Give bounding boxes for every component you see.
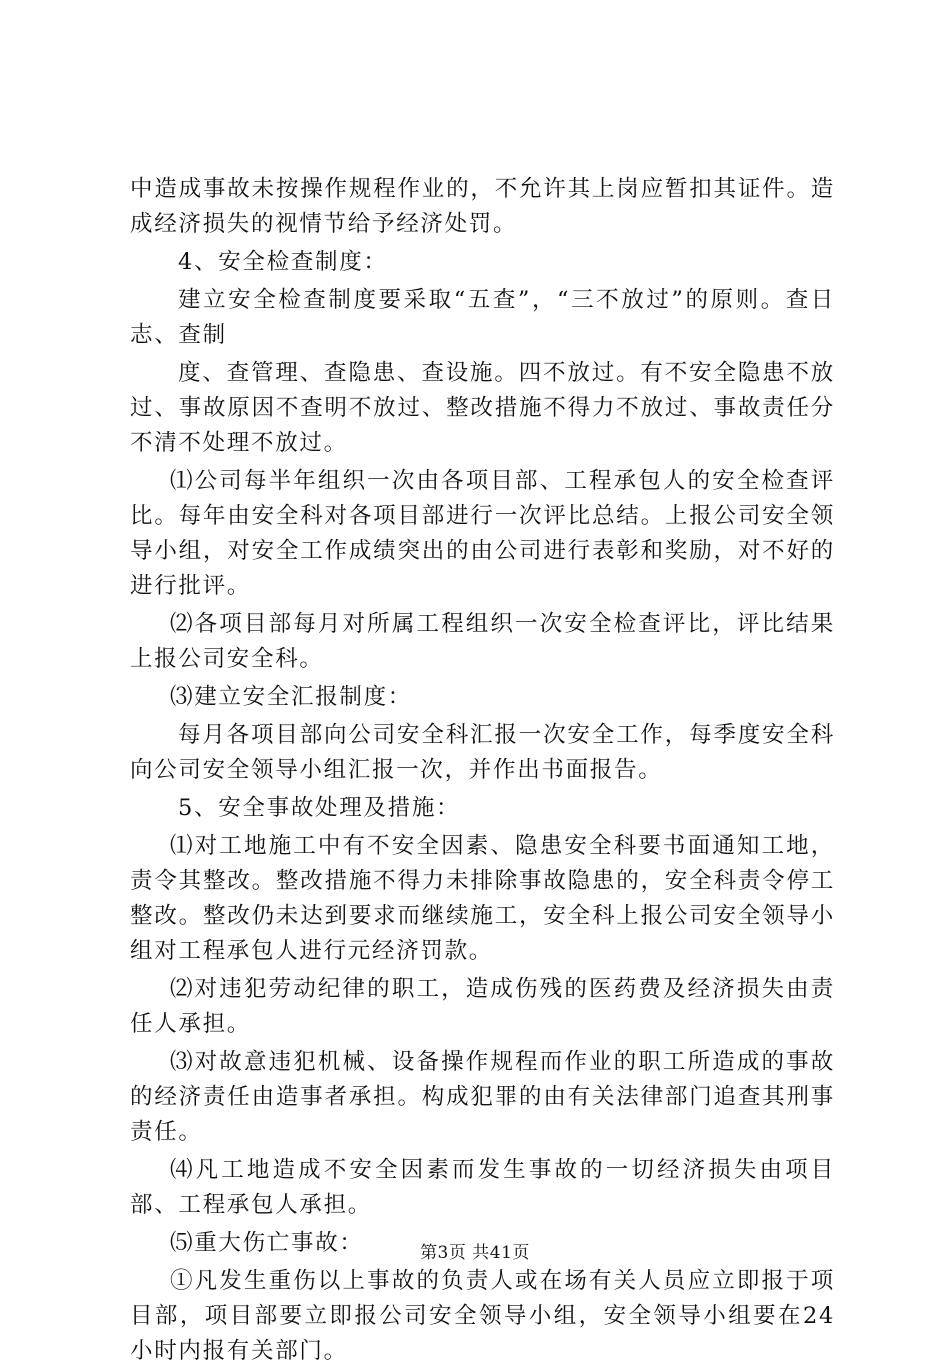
- paragraph-accident-item-3: ⑶对故意违犯机械、设备操作规程而作业的职工所造成的事故的经济责任由造事者承担。构成犯罪的由有关法律部门追查其刑事责任。: [130, 1049, 835, 1145]
- document-body: [130, 172, 835, 1372]
- paragraph-serious-injury-report: ①凡发生重伤以上事故的负责人或在场有关人员应立即报于项目部，项目部要立即报公司安全领导小组，安全领导小组要在24小时内报有关部门。: [130, 1268, 835, 1364]
- heading-safety-inspection: 4、安全检查制度：: [178, 249, 388, 275]
- paragraph-monthly-report: 每月各项目部向公司安全科汇报一次安全工作，每季度安全科向公司安全领导小组汇报一次，并作出书面报告。: [130, 722, 835, 783]
- page-number-footer: 第3页 共41页: [420, 1243, 530, 1263]
- paragraph-accident-item-5: ⑸重大伤亡事故：: [170, 1230, 364, 1256]
- paragraph-item-2-monthly-review: ⑵各项目部每月对所属工程组织一次安全检查评比，评比结果上报公司安全科。: [130, 611, 835, 672]
- paragraph-item-3-reporting-system: ⑶建立安全汇报制度：: [170, 684, 413, 710]
- paragraph-accident-item-2: ⑵对违犯劳动纪律的职工，造成伤残的医药费及经济损失由责任人承担。: [130, 976, 835, 1037]
- paragraph-inspection-principle: 建立安全检查制度要采取“五查”，“三不放过”的原则。查日志、查制: [130, 287, 835, 348]
- heading-accident-handling: 5、安全事故处理及措施：: [178, 795, 461, 821]
- paragraph-accident-item-4: ⑷凡工地造成不安全因素而发生事故的一切经济损失由项目部、工程承包人承担。: [130, 1157, 835, 1218]
- paragraph-item-1-semiannual-review: ⑴公司每半年组织一次由各项目部、工程承包人的安全检查评比。每年由安全科对各项目部进行一次评比总结。上报公司安全领导小组，对安全工作成绩突出的由公司进行表彰和奖励，对不好的进行批评。: [130, 468, 835, 599]
- paragraph-accident-item-1: ⑴对工地施工中有不安全因素、隐患安全科要书面通知工地，责令其整改。整改措施不得力未排除事故隐患的，安全科责令停工整改。整改仍未达到要求而继续施工，安全科上报公司安全领导小组对工程承包人进行元经济罚款。: [130, 833, 835, 964]
- paragraph-penalty-continuation: 中造成事故未按操作规程作业的，不允许其上岗应暂扣其证件。造成经济损失的视情节给予经济处罚。: [130, 176, 835, 237]
- paragraph-four-not-letting-go: 度、查管理、查隐患、查设施。四不放过。有不安全隐患不放过、事故原因不查明不放过、整改措施不得力不放过、事故责任分不清不处理不放过。: [130, 360, 835, 456]
